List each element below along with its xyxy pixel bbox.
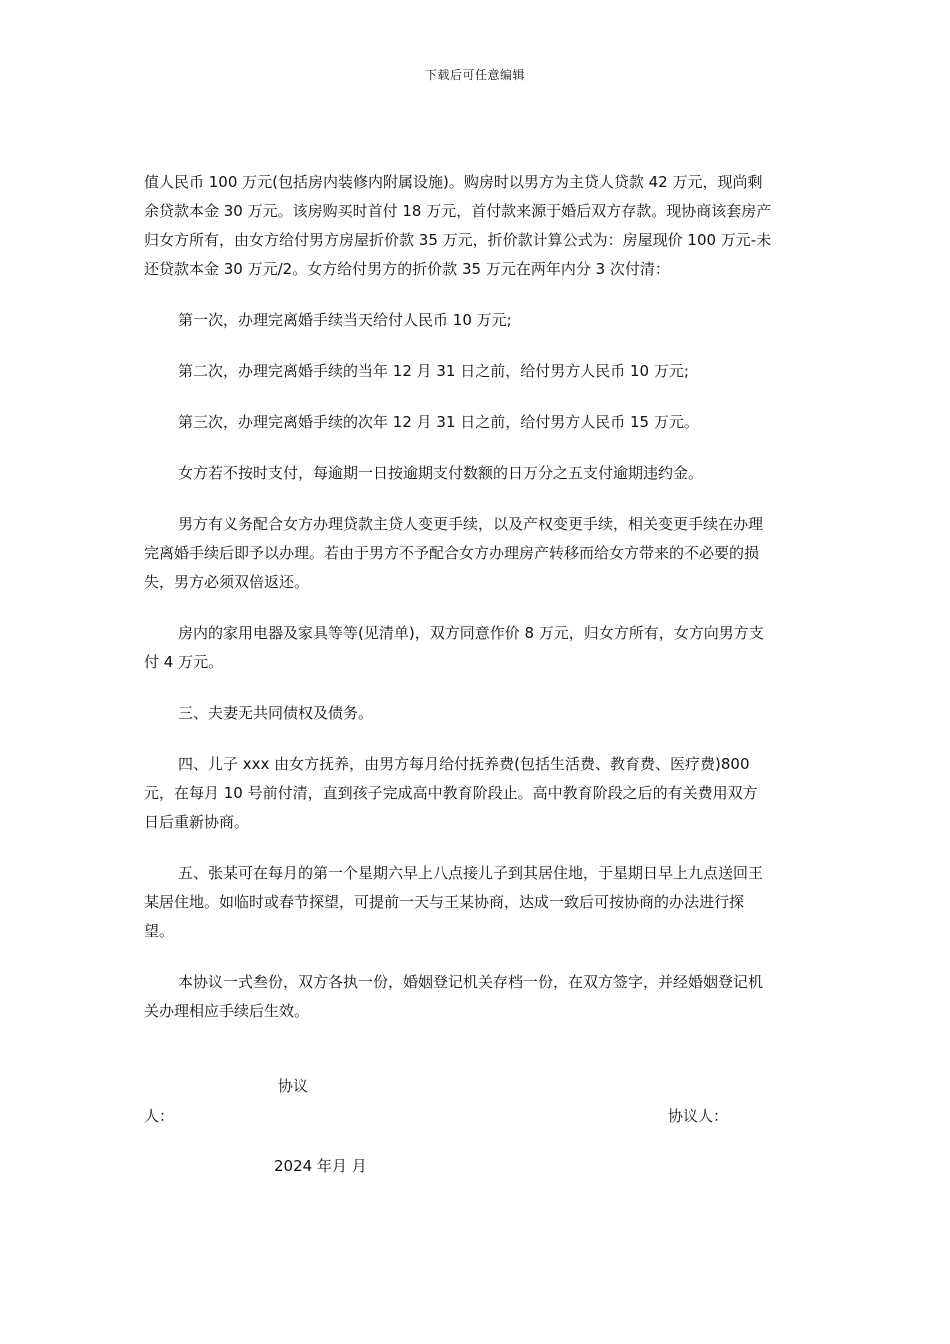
signature-party-b-label: 协议人：: [668, 1107, 729, 1125]
paragraph-loan-transfer: 男方有义务配合女方办理贷款主贷人变更手续，以及产权变更手续，相关变更手续在办理完离婚手续后即予以办理。若由于男方不予配合女方办理房产转移而给女方带来的不必要的损失，男方必须双倍返还。: [144, 515, 764, 591]
paragraph-late-penalty: 女方若不按时支付，每逾期一日按逾期支付数额的日万分之五支付逾期违约金。: [178, 464, 704, 482]
page-header-note: 下载后可任意编辑: [424, 68, 525, 82]
paragraph-property-terms: 值人民币 100 万元(包括房内装修内附属设施)。购房时以男方为主贷人贷款 42 万元，现尚剩余贷款本金 30 万元。该房购买时首付 18 万元，首付款来源于婚后双方存款。现协商该套房产归女方所有，由女方给付男方房屋折价款 35 万元，折价款计算公式为：房屋现价 100 万元-未还贷款本金 30 万元/2。女方给付男方的折价款 35 万元在两年内分 3 次付清：: [144, 173, 772, 278]
paragraph-payment-second: 第二次，办理完离婚手续的当年 12 月 31 日之前，给付男方人民币 10 万元;: [178, 362, 689, 380]
signature-date: 2024 年月 月: [274, 1157, 367, 1175]
paragraph-visitation: 五、张某可在每月的第一个星期六早上八点接儿子到其居住地，于星期日早上九点送回王某居住地。如临时或春节探望，可提前一天与王某协商，达成一致后可按协商的办法进行探望。: [144, 864, 764, 940]
signature-party-a-label-bottom: 人：: [144, 1107, 175, 1125]
paragraph-child-support: 四、儿子 xxx 由女方抚养，由男方每月给付抚养费(包括生活费、教育费、医疗费)800 元，在每月 10 号前付清，直到孩子完成高中教育阶段止。高中教育阶段之后的有关费用双方日后重新协商。: [144, 755, 758, 831]
paragraph-effectiveness: 本协议一式叁份，双方各执一份，婚姻登记机关存档一份，在双方签字，并经婚姻登记机关办理相应手续后生效。: [144, 973, 764, 1020]
paragraph-payment-third: 第三次，办理完离婚手续的次年 12 月 31 日之前，给付男方人民币 15 万元。: [178, 413, 699, 431]
agreement-body: [144, 168, 772, 1048]
paragraph-payment-first: 第一次，办理完离婚手续当天给付人民币 10 万元;: [178, 311, 512, 329]
signature-party-a-label-top: 协议: [278, 1077, 309, 1095]
paragraph-furniture: 房内的家用电器及家具等等(见清单)，双方同意作价 8 万元，归女方所有，女方向男方支付 4 万元。: [144, 624, 764, 671]
paragraph-debts: 三、夫妻无共同债权及债务。: [178, 704, 374, 722]
